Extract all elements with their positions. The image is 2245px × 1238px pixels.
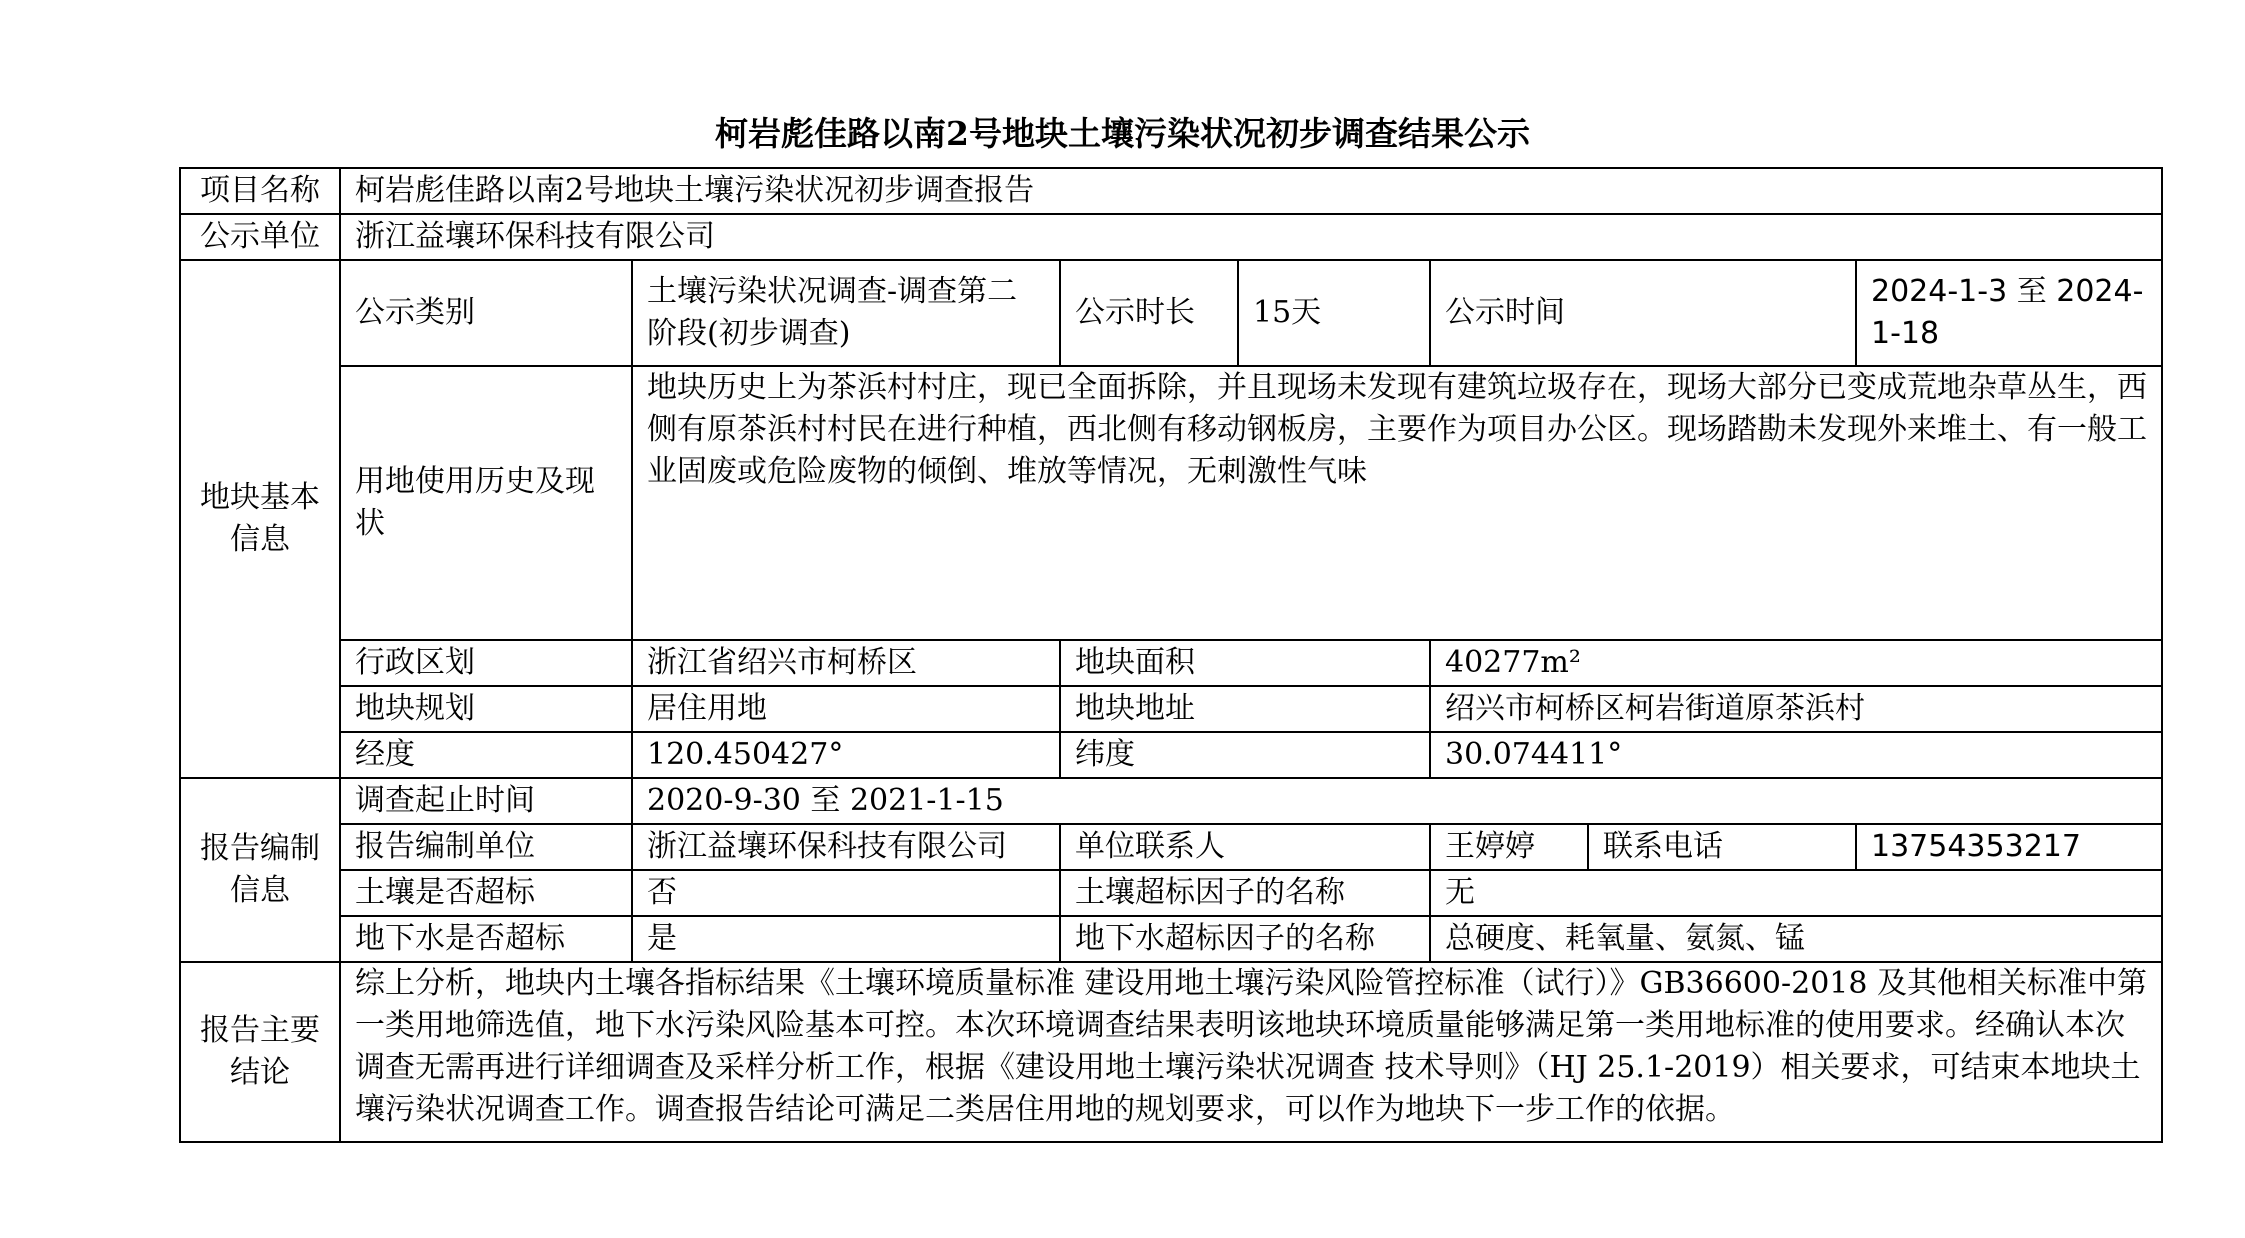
address-value: 绍兴市柯桥区柯岩街道原茶浜村: [1430, 686, 2162, 732]
row-coordinates: [180, 732, 2162, 778]
project-label: 项目名称: [180, 168, 340, 214]
row-district: [180, 640, 2162, 686]
soil-exceed-label: 土壤是否超标: [340, 870, 632, 916]
area-value: 40277m²: [1430, 640, 2162, 686]
row-history: [180, 366, 2162, 640]
contact-value: 王婷婷: [1430, 824, 1588, 870]
row-plan: [180, 686, 2162, 732]
soil-factor-value: 无: [1430, 870, 2162, 916]
contact-label: 单位联系人: [1060, 824, 1430, 870]
publisher-value: 浙江益壤环保科技有限公司: [340, 214, 2162, 260]
water-factor-label: 地下水超标因子的名称: [1060, 916, 1430, 962]
report-info-section-label: 报告编制信息: [180, 778, 340, 962]
history-value: 地块历史上为茶浜村村庄，现已全面拆除，并且现场未发现有建筑垃圾存在，现场大部分已变成荒地杂草丛生，西侧有原茶浜村村民在进行种植，西北侧有移动钢板房，主要作为项目办公区。现场踏勘未发现外来堆土、有一般工业固废或危险废物的倾倒、堆放等情况，无刺激性气味: [632, 366, 2162, 640]
basic-info-section-label: 地块基本信息: [180, 260, 340, 778]
notice-table: [179, 167, 2163, 1143]
soil-factor-label: 土壤超标因子的名称: [1060, 870, 1430, 916]
org-value: 浙江益壤环保科技有限公司: [632, 824, 1060, 870]
time-label: 公示时间: [1430, 260, 1856, 366]
page-title: 柯岩彪佳路以南2号地块土壤污染状况初步调查结果公示: [715, 114, 1530, 153]
row-conclusion: [180, 962, 2162, 1142]
row-water: [180, 916, 2162, 962]
duration-label: 公示时长: [1060, 260, 1238, 366]
row-org: [180, 824, 2162, 870]
row-soil: [180, 870, 2162, 916]
row-project: [180, 168, 2162, 214]
duration-value: 15天: [1238, 260, 1430, 366]
district-value: 浙江省绍兴市柯桥区: [632, 640, 1060, 686]
publisher-label: 公示单位: [180, 214, 340, 260]
longitude-label: 经度: [340, 732, 632, 778]
category-value: 土壤污染状况调查-调查第二阶段(初步调查): [632, 260, 1060, 366]
org-label: 报告编制单位: [340, 824, 632, 870]
category-label: 公示类别: [340, 260, 632, 366]
plan-label: 地块规划: [340, 686, 632, 732]
district-label: 行政区划: [340, 640, 632, 686]
conclusion-section-label: 报告主要结论: [180, 962, 340, 1142]
row-period: [180, 778, 2162, 824]
phone-label: 联系电话: [1588, 824, 1856, 870]
address-label: 地块地址: [1060, 686, 1430, 732]
row-category: [180, 260, 2162, 366]
soil-exceed-value: 否: [632, 870, 1060, 916]
latitude-label: 纬度: [1060, 732, 1430, 778]
water-factor-value: 总硬度、耗氧量、氨氮、锰: [1430, 916, 2162, 962]
latitude-value: 30.074411°: [1430, 732, 2162, 778]
period-value: 2020-9-30 至 2021-1-15: [632, 778, 2162, 824]
history-label: 用地使用历史及现状: [340, 366, 632, 640]
conclusion-text: 综上分析，地块内土壤各指标结果《土壤环境质量标准 建设用地土壤污染风险管控标准（试行）》GB36600-2018 及其他相关标准中第一类用地筛选值，地下水污染风险基本可控。本次环境调查结果表明该地块环境质量能够满足第一类用地标准的使用要求。经确认本次调查无需再进行详细调查及采样分析工作，根据《建设用地土壤污染状况调查 技术导则》（HJ 25.1-2019）相关要求，可结束本地块土壤污染状况调查工作。调查报告结论可满足二类居住用地的规划要求，可以作为地块下一步工作的依据。: [340, 962, 2162, 1142]
phone-value: 13754353217: [1856, 824, 2162, 870]
area-label: 地块面积: [1060, 640, 1430, 686]
longitude-value: 120.450427°: [632, 732, 1060, 778]
time-value: 2024-1-3 至 2024-1-18: [1856, 260, 2162, 366]
row-publisher: [180, 214, 2162, 260]
period-label: 调查起止时间: [340, 778, 632, 824]
water-exceed-label: 地下水是否超标: [340, 916, 632, 962]
water-exceed-value: 是: [632, 916, 1060, 962]
plan-value: 居住用地: [632, 686, 1060, 732]
project-value: 柯岩彪佳路以南2号地块土壤污染状况初步调查报告: [340, 168, 2162, 214]
